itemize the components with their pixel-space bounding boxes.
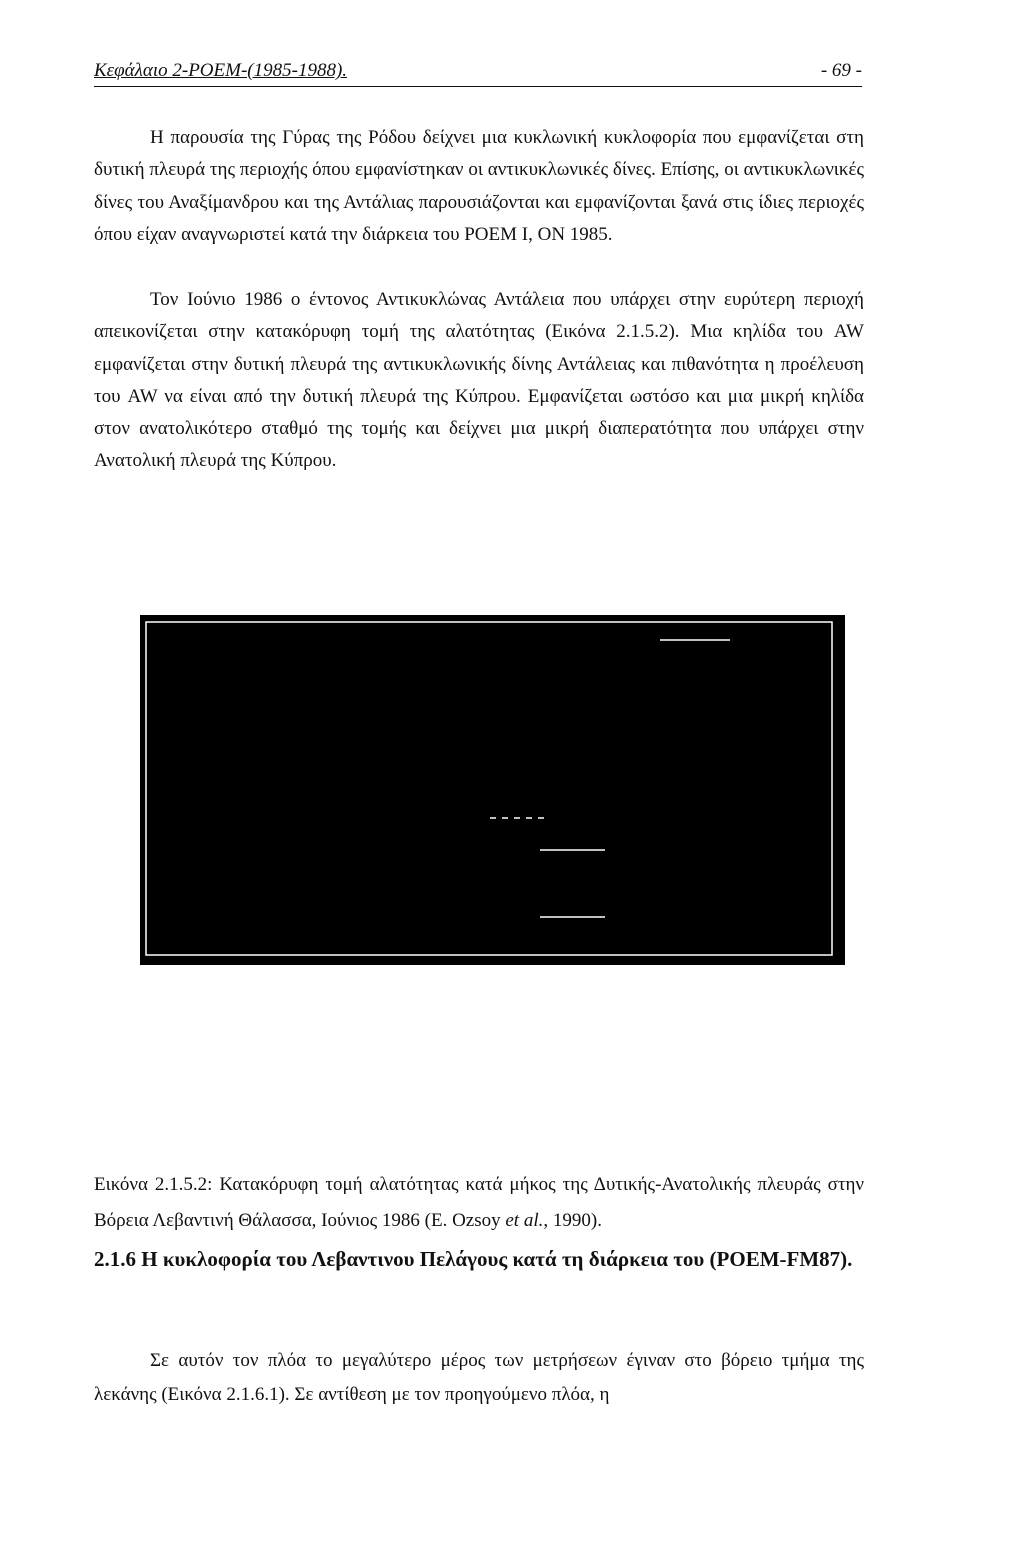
figure-caption (94, 1167, 864, 1239)
caption-suffix: , 1990). (543, 1210, 602, 1231)
paragraph-2: Τον Ιούνιο 1986 ο έντονος Αντικυκλώνας Αντάλεια που υπάρχει στην ευρύτερη περιοχή απεικονίζεται στην κατακόρυφη τομή της αλατότητας (Εικόνα 2.1.5.2). Μια κηλίδα του AW εμφανίζεται στην δυτική πλευρά της αντικυκλωνικής δίνης Αντάλειας και πιθανότητα η προέλευση του AW να είναι από την δυτική πλευρά της Κύπρου. Εμφανίζεται ωστόσο και μια μικρή κηλίδα στον ανατολικότερο σταθμό της τομής και δείχνει μια μικρή διαπερατότητα που υπάρχει στην Ανατολική πλευρά της Κύπρου. (94, 289, 864, 472)
figure-dark-background (140, 615, 845, 965)
chapter-title: Κεφάλαιο 2-POEM-(1985-1988). (94, 60, 348, 81)
paragraph-3: Σε αυτόν τον πλόα το μεγαλύτερο μέρος των μετρήσεων έγιναν στο βόρειο τμήμα της λεκάνης (Εικόνα 2.1.6.1). Σε αντίθεση με τον προηγούμενο πλόα, η (94, 1350, 864, 1405)
figure-image (140, 615, 845, 965)
paragraph-1: Η παρουσία της Γύρας της Ρόδου δείχνει μια κυκλωνική κυκλοφορία που εμφανίζεται στη δυτική πλευρά της περιοχής όπου εμφανίστηκαν οι αντικυκλωνικές δίνες. Επίσης, οι αντικυκλωνικές δίνες του Αναξίμανδρου και της Αντάλιας παρουσιάζονται και εμφανίζονται ξανά στις ίδιες περιοχές όπου είχαν αναγνωριστεί κατά την διάρκεια του POEM I, ON 1985. (94, 127, 864, 245)
running-header (94, 60, 862, 87)
salinity-section-figure (140, 615, 845, 965)
caption-text: Εικόνα 2.1.5.2: Κατακόρυφη τομή αλατότητας κατά μήκος της Δυτικής-Ανατολικής πλευράς στην Βόρεια Λεβαντινή Θάλασσα, Ιούνιος 1986 (E. Ozsoy (94, 1174, 864, 1231)
page-number: - 69 - (820, 60, 862, 81)
caption-etal: et al. (505, 1210, 544, 1231)
section-heading: 2.1.6 Η κυκλοφορία του Λεβαντινου Πελάγους κατά τη διάρκεια του (POEM-FM87). (94, 1247, 853, 1271)
